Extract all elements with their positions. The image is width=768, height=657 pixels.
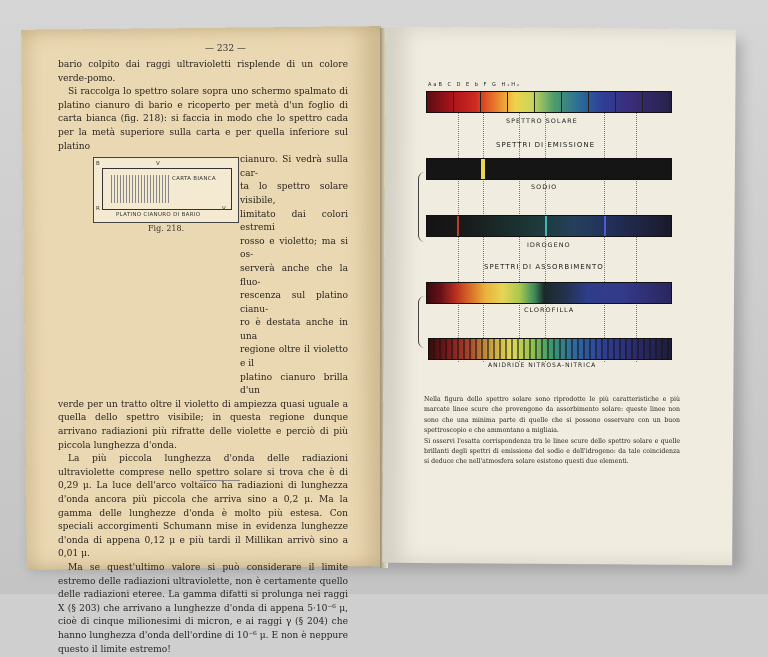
figure-label: V xyxy=(156,161,161,167)
anidride-spectrum-band xyxy=(428,338,672,360)
fraunhofer-guide-line xyxy=(458,112,459,362)
fraunhofer-guide-line xyxy=(636,112,637,362)
figure-label: R xyxy=(96,206,101,212)
label-spettro-solare: SPETTRO SOLARE xyxy=(506,117,578,125)
label-clorofilla: CLOROFILLA xyxy=(524,306,575,314)
bracket xyxy=(418,296,425,348)
chlorophyll-spectrum-band xyxy=(426,282,672,304)
hydrogen-line xyxy=(604,216,606,236)
paragraph: Si raccolga lo spettro solare sopra uno schermo spalmato di platino cianuro di bario e ricoperto per metà d'un foglio di carta bianca (fig. 218): si faccia in modo che lo spettro cada per la metà superiore sulla carta e per quella inferiore sul platino xyxy=(58,87,348,152)
solar-spectrum-band xyxy=(426,91,672,113)
divider xyxy=(200,480,240,481)
fraunhofer-guide-line xyxy=(545,112,546,362)
paragraph: Ma se quest'ultimo valore si può considerare il limite estremo delle radiazioni ultraviolette, non è certamente quello delle radiazioni eteree. La gamma difatti si prolunga nei raggi X (§ 203) che arrivano a lunghezze d'onda di appena 5·10⁻⁶ μ, cioè di cinque milionesimi di micron, e ai raggi γ (§ 204) che hanno lunghezza d'onda dell'ordine di 10⁻⁶ μ. E non è neppure questo il limite estremo! xyxy=(58,562,348,655)
figure-label: CARTA BIANCA xyxy=(172,176,216,182)
label-idrogeno: IDROGENO xyxy=(527,241,571,249)
fraunhofer-guide-line xyxy=(519,112,520,362)
label-spettri-assorbimento: SPETTRI DI ASSORBIMENTO xyxy=(484,263,604,271)
hydrogen-spectrum-band xyxy=(426,215,672,237)
figure-hatching xyxy=(111,175,171,203)
paragraph: Si osservi l'esatta corrispondenza tra le linee scure dello spettro solare e quelle brillanti degli spettri di emissione del sodio e dell'idrogeno: da tale coincidenza si deduce che nell'atmosfera solare esistono questi due elementi. xyxy=(424,437,680,466)
hydrogen-line xyxy=(457,216,459,236)
sodium-line xyxy=(481,159,485,179)
page-number: — 232 — xyxy=(205,44,246,54)
right-page-caption xyxy=(424,395,680,468)
paragraph: bario colpito dai raggi ultravioletti risplende di un colore verde-pomo. xyxy=(58,60,348,84)
hydrogen-line xyxy=(545,216,547,236)
fraunhofer-guide-line xyxy=(604,112,605,362)
bracket xyxy=(418,172,425,242)
fraunhofer-guide-line xyxy=(483,112,484,362)
fraunhofer-labels: AaB C D E b F G H₁H₂ xyxy=(428,82,521,88)
figure-caption: Fig. 218. xyxy=(148,224,185,233)
label-spettri-emissione: SPETTRI DI EMISSIONE xyxy=(496,141,595,149)
figure-frame xyxy=(102,168,232,210)
label-anidride: ANIDRIDE NITROSA-NITRICA xyxy=(488,362,597,369)
sodium-spectrum-band xyxy=(426,158,672,180)
paragraph: La più piccola lunghezza d'onda delle radiazioni ultraviolette comprese nello spettro solare si trova che è di 0,29 μ. La luce dell'arco voltaico ha radiazioni di lunghezza d'onda ancora più piccola che arriva sino a 0,2 μ. Ma la gamma delle lunghezze d'onda è molto più estesa. Con speciali accorgimenti Schumann mise in evidenza lunghezze d'onda di appena 0,12 μ e più tardi il Millikan arrivò sino a 0,01 μ. xyxy=(58,454,348,560)
figure-label: PLATINO CIANURO DI BARIO xyxy=(116,212,201,218)
paragraph: verde per un tratto oltre il violetto di ampiezza quasi uguale a quella dello spettro visibile; in questa regione dunque arrivano radiazioni più rifratte delle violette e perciò di più piccola lunghezza d'onda. xyxy=(58,399,348,451)
left-page-text xyxy=(58,59,348,657)
wrapped-text-column: cianuro. Si vedrà sulla car- ta lo spettro solare visibile, limitato dai colori estremi rosso e violetto; ma si os- serverà anche che la fluo- rescenza sul platino cianu- ro è destata anche in una regione oltre il violetto e il platino cianuro brilla d'un xyxy=(240,155,348,397)
figure-218 xyxy=(93,157,239,223)
label-sodio: SODIO xyxy=(531,183,558,191)
paragraph: Nella figura dello spettro solare sono riprodotte le più caratteristiche e più marcate linee scure che provengono da assorbimento solare: queste linee non sono che una minima parte di quelle che si possono osservare con un buon spettroscopio e che ammontano a migliaia. xyxy=(424,396,680,435)
figure-label: B xyxy=(96,161,101,167)
figure-label: V xyxy=(222,206,227,212)
